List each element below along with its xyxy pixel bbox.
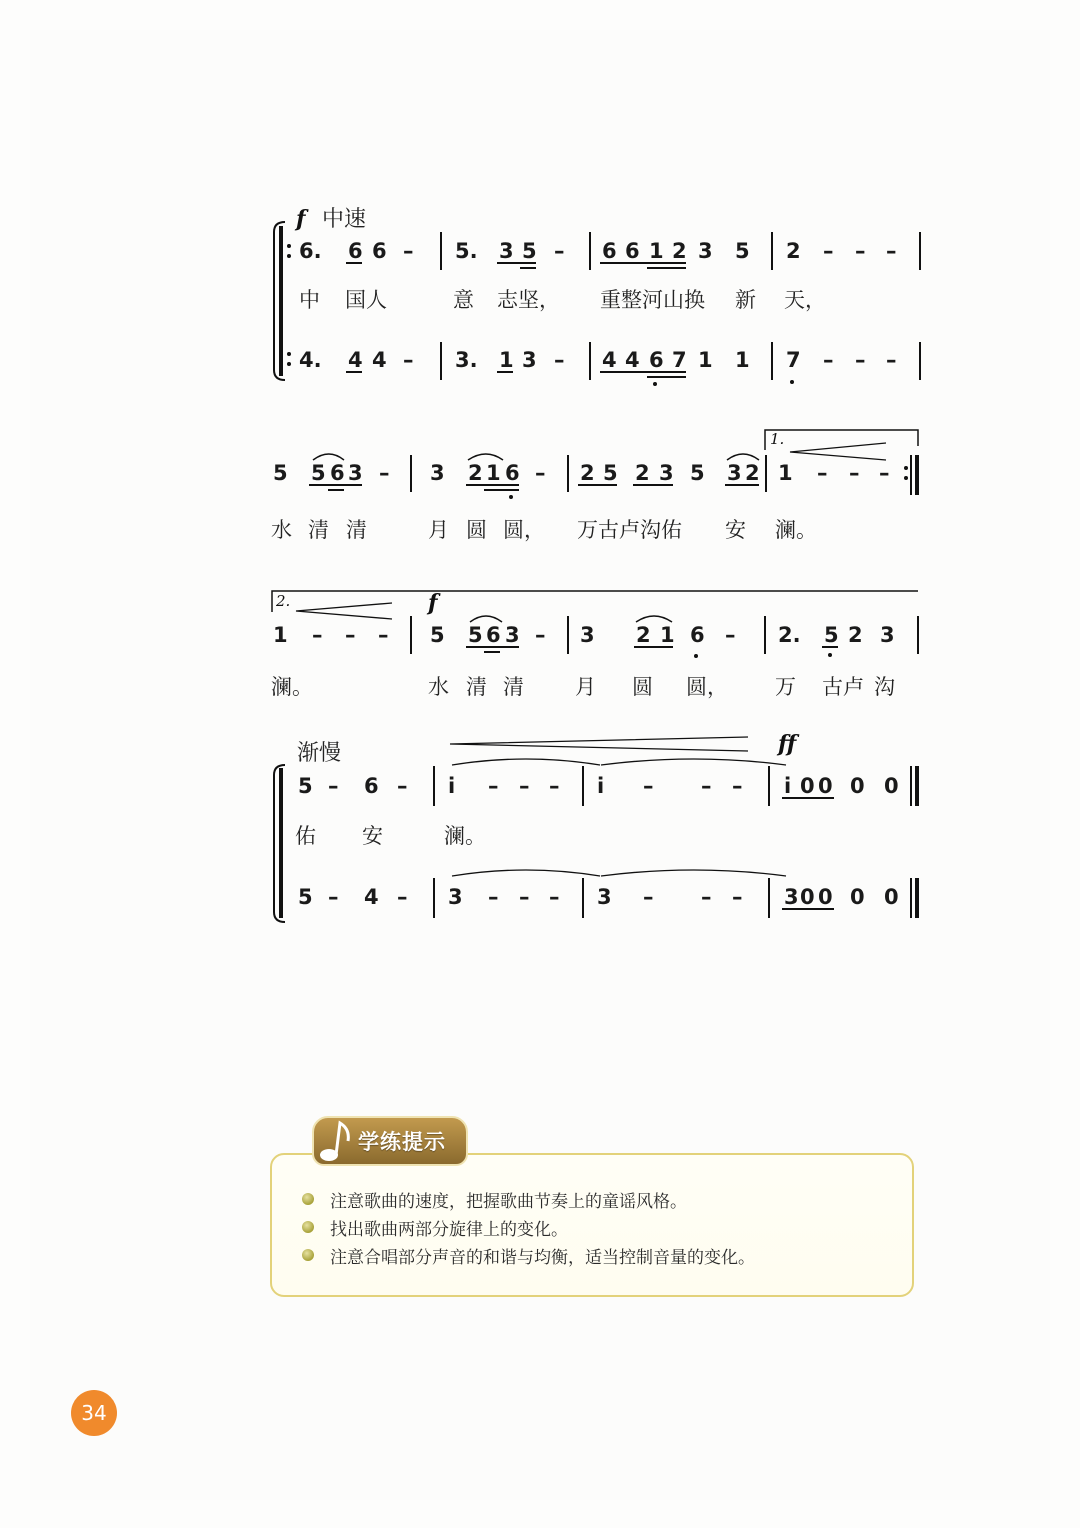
note: 4 bbox=[364, 885, 379, 909]
note: – bbox=[397, 885, 408, 909]
note: 1 bbox=[735, 348, 750, 372]
note: 3 bbox=[348, 461, 363, 485]
lyrics-line bbox=[295, 824, 486, 848]
lyric: 天， bbox=[784, 288, 826, 312]
lyric: 月 bbox=[428, 518, 449, 542]
music-note-icon bbox=[318, 1119, 358, 1163]
note: 0 bbox=[884, 885, 899, 909]
note: 5 bbox=[468, 623, 483, 647]
lyric: 圆 bbox=[466, 518, 487, 542]
note: – bbox=[725, 623, 736, 647]
note: 5 bbox=[735, 239, 750, 263]
note: 0 bbox=[850, 774, 865, 798]
page-number: 34 bbox=[71, 1390, 117, 1436]
note: – bbox=[488, 774, 499, 798]
note: 0 bbox=[850, 885, 865, 909]
note: – bbox=[855, 239, 866, 263]
tips-header-tab bbox=[312, 1116, 468, 1166]
note: 5 bbox=[824, 623, 839, 647]
lyric: 澜。 bbox=[775, 518, 817, 542]
note: 4. bbox=[299, 348, 322, 372]
melody-line bbox=[273, 616, 918, 658]
note: 4 bbox=[602, 348, 617, 372]
note: – bbox=[549, 885, 560, 909]
note: – bbox=[328, 774, 339, 798]
dynamic-ff: ff bbox=[778, 731, 797, 757]
note: 3 bbox=[522, 348, 537, 372]
bullet-icon bbox=[302, 1249, 314, 1261]
note: 3 bbox=[698, 239, 713, 263]
note: – bbox=[886, 348, 897, 372]
note: 2 bbox=[786, 239, 801, 263]
note: 3 bbox=[727, 461, 742, 485]
note: – bbox=[328, 885, 339, 909]
note: 1 bbox=[778, 461, 793, 485]
lyric: 澜。 bbox=[271, 675, 313, 699]
note: – bbox=[886, 239, 897, 263]
note: 6. bbox=[299, 239, 322, 263]
note: – bbox=[643, 885, 654, 909]
note: – bbox=[701, 885, 712, 909]
lyric: 安 bbox=[725, 518, 746, 542]
note: – bbox=[519, 885, 530, 909]
note: 6 bbox=[330, 461, 345, 485]
note: – bbox=[403, 239, 414, 263]
list-item bbox=[302, 1213, 912, 1241]
note: – bbox=[379, 461, 390, 485]
note: – bbox=[554, 239, 565, 263]
note: 7 bbox=[786, 348, 801, 372]
note: 4 bbox=[348, 348, 363, 372]
note: 5 bbox=[690, 461, 705, 485]
list-item bbox=[302, 1185, 912, 1213]
tempo-marking: 中速 bbox=[322, 207, 367, 232]
note: – bbox=[535, 461, 546, 485]
lyric: 圆， bbox=[503, 518, 545, 542]
system-3 bbox=[271, 590, 918, 700]
note: 3 bbox=[499, 239, 514, 263]
note: – bbox=[488, 885, 499, 909]
lyric: 佑 bbox=[295, 824, 316, 848]
note: 2 bbox=[636, 623, 651, 647]
note: – bbox=[855, 348, 866, 372]
note: 2 bbox=[468, 461, 483, 485]
note: – bbox=[554, 348, 565, 372]
lyric: 水 bbox=[271, 518, 292, 542]
note: 5 bbox=[430, 623, 445, 647]
lyric: 万古卢沟佑 bbox=[577, 518, 682, 542]
crescendo-hairpin bbox=[450, 737, 748, 751]
note: 3 bbox=[580, 623, 595, 647]
note: 5 bbox=[603, 461, 618, 485]
lyric: 国人 bbox=[345, 288, 387, 312]
upper-voice bbox=[298, 766, 917, 806]
note: 1 bbox=[273, 623, 288, 647]
note: 3. bbox=[455, 348, 478, 372]
note: – bbox=[732, 774, 743, 798]
note: – bbox=[823, 348, 834, 372]
note: 2 bbox=[745, 461, 760, 485]
lyric: 圆， bbox=[686, 675, 728, 699]
note: 3 bbox=[880, 623, 895, 647]
note: 6 bbox=[625, 239, 640, 263]
note: – bbox=[879, 461, 890, 485]
bullet-icon bbox=[302, 1193, 314, 1205]
lyrics-line bbox=[271, 518, 817, 543]
note: – bbox=[643, 774, 654, 798]
lyrics-line bbox=[271, 675, 895, 700]
note: 5 bbox=[273, 461, 288, 485]
note: 3 bbox=[597, 885, 612, 909]
note: 3 bbox=[784, 885, 799, 909]
lyric: 清 bbox=[308, 518, 329, 542]
note: i bbox=[597, 774, 605, 798]
tip-text: 注意歌曲的速度，把握歌曲节奏上的童谣风格。 bbox=[330, 1191, 687, 1212]
upper-voice bbox=[299, 232, 920, 270]
note: 5 bbox=[522, 239, 537, 263]
tips-box bbox=[270, 1153, 914, 1297]
note: 6 bbox=[602, 239, 617, 263]
note: 6 bbox=[372, 239, 387, 263]
lyric: 意 bbox=[453, 288, 474, 312]
system-4 bbox=[274, 731, 917, 922]
tempo-marking: 渐慢 bbox=[297, 741, 342, 766]
note: – bbox=[403, 348, 414, 372]
dynamic-f: f bbox=[428, 590, 438, 616]
note: i bbox=[448, 774, 456, 798]
note: – bbox=[535, 623, 546, 647]
note: 5 bbox=[298, 774, 313, 798]
note: – bbox=[823, 239, 834, 263]
note: 2 bbox=[672, 239, 687, 263]
volta-2-bracket bbox=[272, 591, 918, 612]
system-2 bbox=[271, 430, 918, 543]
note: – bbox=[378, 623, 389, 647]
crescendo-hairpin bbox=[296, 603, 392, 619]
note: – bbox=[549, 774, 560, 798]
note: 6 bbox=[348, 239, 363, 263]
lyric: 圆 bbox=[632, 675, 653, 699]
note: 6 bbox=[690, 623, 705, 647]
crescendo-hairpin bbox=[790, 443, 886, 460]
note: 6 bbox=[505, 461, 520, 485]
note: – bbox=[345, 623, 356, 647]
note: 6 bbox=[486, 623, 501, 647]
note: 6 bbox=[649, 348, 664, 372]
note: 2 bbox=[848, 623, 863, 647]
volta-2-number: 2. bbox=[276, 592, 291, 610]
note: 7 bbox=[672, 348, 687, 372]
note: 2 bbox=[580, 461, 595, 485]
lyric: 沟 bbox=[874, 675, 895, 699]
note: 1 bbox=[660, 623, 675, 647]
note: 3 bbox=[659, 461, 674, 485]
note: 3 bbox=[430, 461, 445, 485]
note: 1 bbox=[486, 461, 501, 485]
lyric: 万 bbox=[775, 675, 796, 699]
tip-text: 找出歌曲两部分旋律上的变化。 bbox=[330, 1219, 568, 1240]
note: 1 bbox=[698, 348, 713, 372]
lyric: 月 bbox=[575, 675, 596, 699]
note: 0 bbox=[818, 885, 833, 909]
note: 1 bbox=[499, 348, 514, 372]
tip-text: 注意合唱部分声音的和谐与均衡，适当控制音量的变化。 bbox=[330, 1247, 755, 1268]
note: 6 bbox=[364, 774, 379, 798]
note: 0 bbox=[884, 774, 899, 798]
note: 2 bbox=[635, 461, 650, 485]
list-item bbox=[302, 1241, 912, 1269]
bullet-icon bbox=[302, 1221, 314, 1233]
lyric: 清 bbox=[503, 675, 524, 699]
note: 0 bbox=[818, 774, 833, 798]
note: – bbox=[701, 774, 712, 798]
note: 5 bbox=[298, 885, 313, 909]
system-1 bbox=[274, 206, 920, 386]
volta-1-number: 1. bbox=[770, 430, 785, 448]
lower-voice bbox=[299, 342, 920, 386]
note: 3 bbox=[505, 623, 520, 647]
melody-line bbox=[273, 454, 917, 499]
note: 0 bbox=[800, 885, 815, 909]
lyric: 水 bbox=[428, 675, 449, 699]
lyric: 安 bbox=[362, 824, 383, 848]
note: 0 bbox=[800, 774, 815, 798]
note: 5. bbox=[455, 239, 478, 263]
note: – bbox=[732, 885, 743, 909]
note: – bbox=[817, 461, 828, 485]
lyric: 澜。 bbox=[444, 824, 486, 848]
note: – bbox=[849, 461, 860, 485]
note: – bbox=[397, 774, 408, 798]
lyric: 重整河山换 bbox=[600, 288, 705, 312]
lyric: 清 bbox=[466, 675, 487, 699]
note: 4 bbox=[372, 348, 387, 372]
lyric: 志坚， bbox=[497, 288, 560, 312]
note: 4 bbox=[625, 348, 640, 372]
note: 3 bbox=[448, 885, 463, 909]
note: 1 bbox=[649, 239, 664, 263]
note: 5 bbox=[311, 461, 326, 485]
note: – bbox=[519, 774, 530, 798]
dynamic-f: f bbox=[296, 206, 306, 232]
lyric: 古卢 bbox=[822, 675, 864, 699]
lyric: 中 bbox=[299, 288, 320, 312]
lower-voice bbox=[298, 870, 917, 918]
lyric: 清 bbox=[346, 518, 367, 542]
lyric: 新 bbox=[735, 288, 756, 312]
tips-list bbox=[272, 1155, 912, 1269]
tips-title: 学练提示 bbox=[358, 1130, 446, 1154]
lyrics-line bbox=[299, 288, 826, 313]
note: i bbox=[784, 774, 792, 798]
note: 2. bbox=[778, 623, 801, 647]
note: – bbox=[312, 623, 323, 647]
